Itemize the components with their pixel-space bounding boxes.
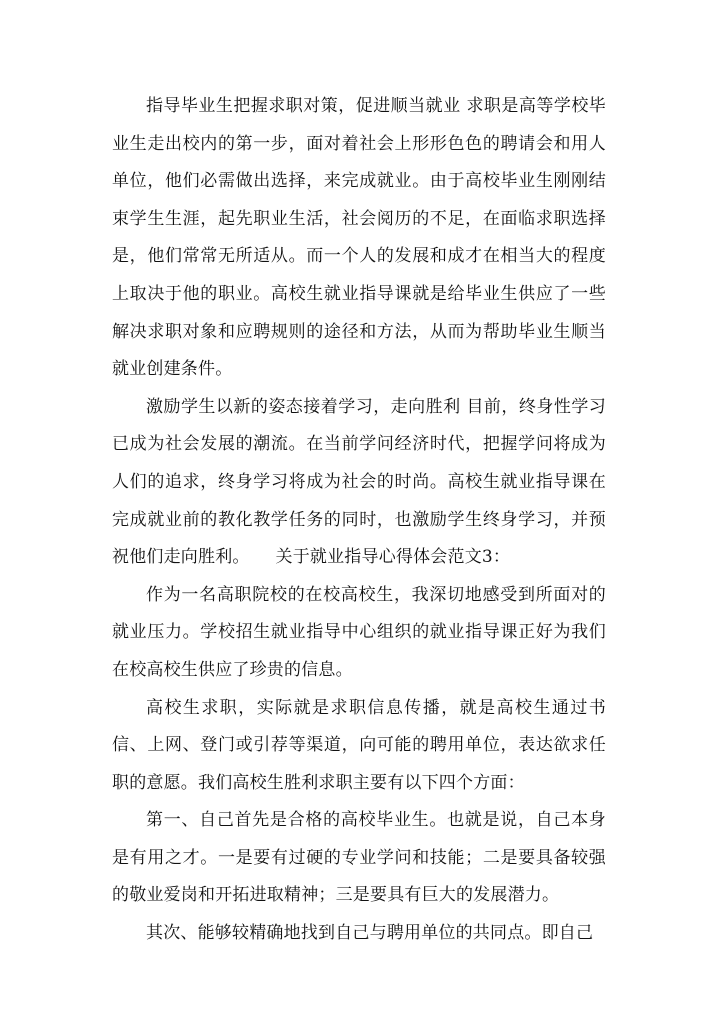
paragraph-4: 高校生求职，实际就是求职信息传播，就是高校生通过书信、上网、登门或引荐等渠道，向可能的聘用单位，表达欲求任职的意愿。我们高校生胜利求职主要有以下四个方面：: [112, 697, 606, 793]
paragraph-1: 指导毕业生把握求职对策，促进顺当就业 求职是高等学校毕业生走出校内的第一步，面对着社会上形形色色的聘请会和用人单位，他们必需做出选择，来完成就业。由于高校毕业生刚刚结束学生生涯，起先职业生活，社会阅历的不足，在面临求职选择是，他们常常无所适从。而一个人的发展和成才在相当大的程度上取决于他的职业。高校生就业指导课就是给毕业生供应了一些解决求职对象和应聘规则的途径和方法，从而为帮助毕业生顺当就业创建条件。: [112, 96, 606, 380]
paragraph-6: 其次、能够较精确地找到自己与聘用单位的共同点。即自己: [146, 923, 594, 944]
document-body: [112, 88, 606, 953]
paragraph-3: 作为一名高职院校的在校高校生，我深切地感受到所面对的就业压力。学校招生就业指导中心组织的就业指导课正好为我们在校高校生供应了珍贵的信息。: [112, 584, 606, 680]
paragraph-5: 第一、自己首先是合格的高校毕业生。也就是说，自己本身是有用之才。一是要有过硬的专业学问和技能；二是要具备较强的敬业爱岗和开拓进取精神；三是要具有巨大的发展潜力。: [112, 810, 606, 906]
paragraph-2: 激励学生以新的姿态接着学习，走向胜利 目前，终身性学习已成为社会发展的潮流。在当前学问经济时代，把握学问将成为人们的追求，终身学习将成为社会的时尚。高校生就业指导课在完成就业前的教化教学任务的同时，也激励学生终身学习，并预祝他们走向胜利。 关于就业指导心得体会范文3：: [112, 396, 606, 568]
